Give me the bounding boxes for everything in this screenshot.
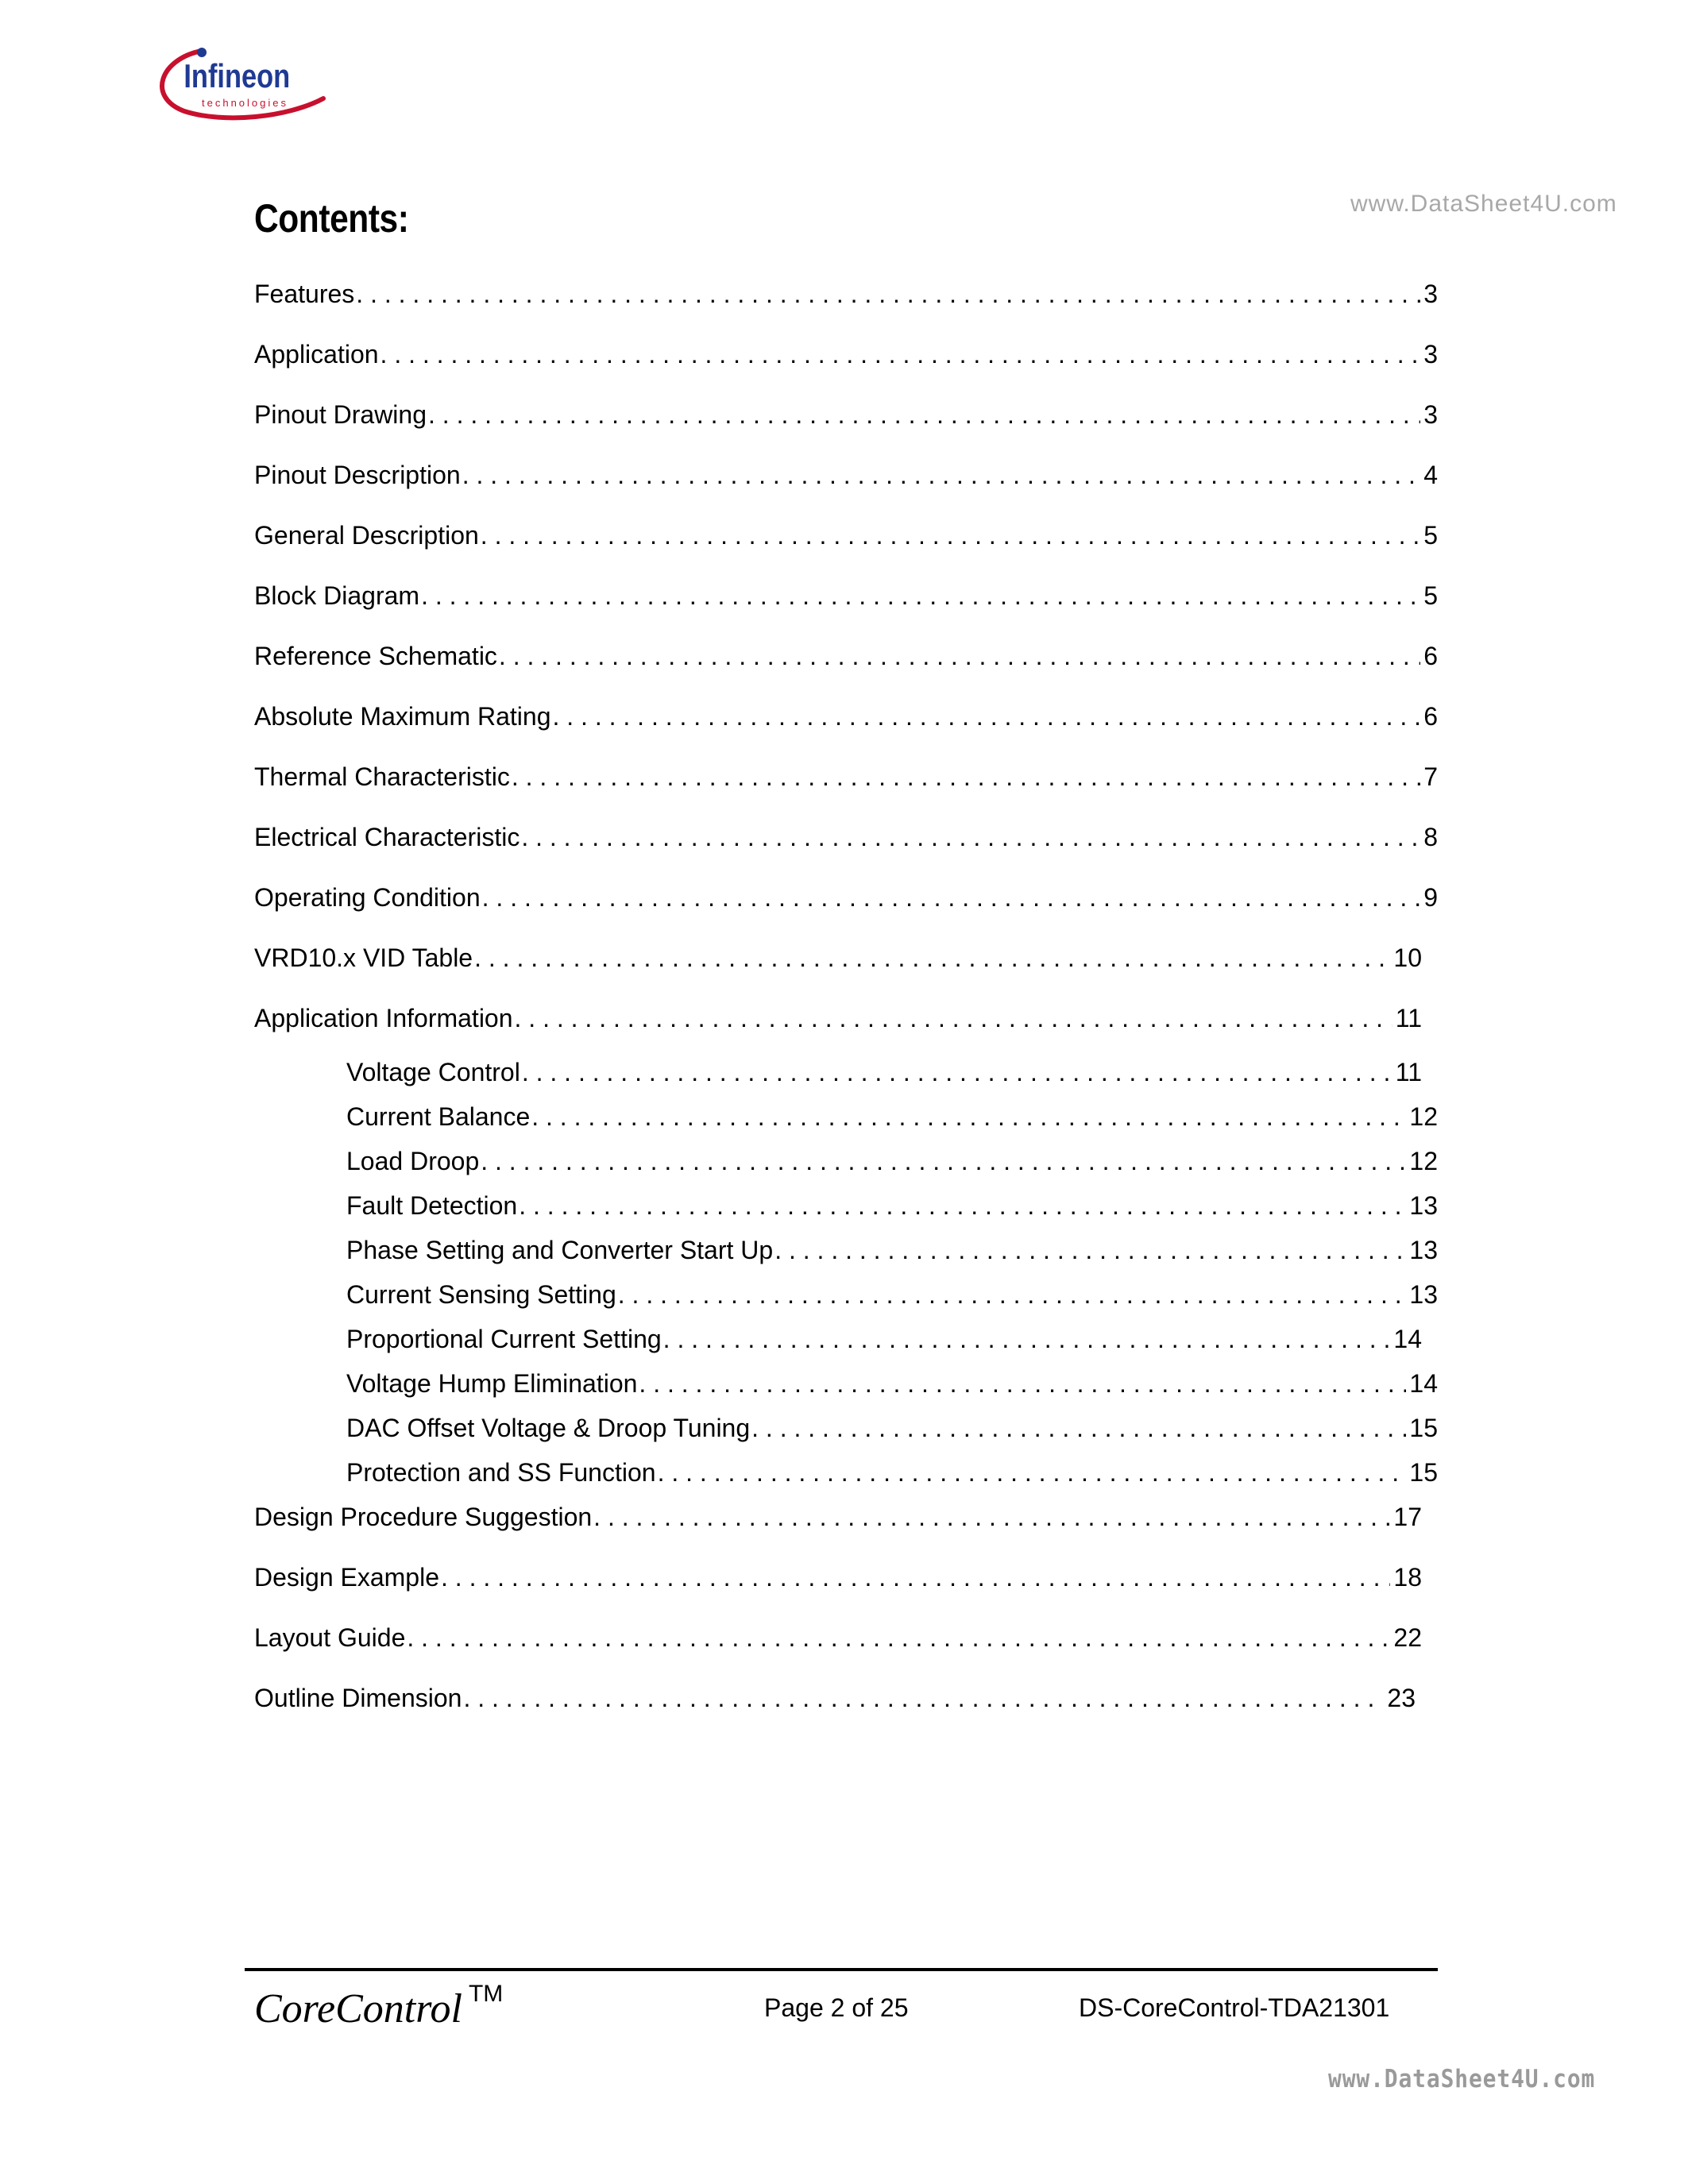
toc-subentry-current-balance[interactable]: Current Balance . . . 12	[346, 1101, 1438, 1133]
toc-entry-features[interactable]: Features . . . 3	[254, 278, 1438, 310]
toc-subentry-current-sensing-setting[interactable]: Current Sensing Setting . . . 13	[346, 1279, 1438, 1310]
infineon-logo	[153, 41, 335, 129]
toc-subentry-phase-setting[interactable]: Phase Setting and Converter Start Up . . . 13	[346, 1234, 1438, 1266]
watermark-bottom: www.DataSheet4U.com	[1328, 2065, 1596, 2093]
toc-subentry-voltage-hump-elimination[interactable]: Voltage Hump Elimination . . . 14	[346, 1368, 1438, 1399]
toc-subentry-dac-offset-voltage[interactable]: DAC Offset Voltage & Droop Tuning . . . 15	[346, 1412, 1438, 1444]
footer-rule	[245, 1968, 1438, 1971]
toc-entry-design-example[interactable]: Design Example . . . 18	[254, 1561, 1422, 1593]
toc-entry-layout-guide[interactable]: Layout Guide . . . 22	[254, 1622, 1422, 1653]
page-number: Page 2 of 25	[764, 1993, 909, 2022]
toc-subentry-proportional-current-setting[interactable]: Proportional Current Setting . . . 14	[346, 1323, 1422, 1355]
toc-entry-vid-table[interactable]: VRD10.x VID Table . . . 10	[254, 942, 1422, 974]
footer-brand: CoreControl ™	[254, 1981, 504, 2032]
toc-entry-thermal-characteristic[interactable]: Thermal Characteristic . . . 7	[254, 761, 1438, 793]
toc-entry-general-description[interactable]: General Description . . . 5	[254, 519, 1438, 551]
trademark-mark: TM	[468, 1981, 504, 2007]
toc-entry-operating-condition[interactable]: Operating Condition . . . 9	[254, 882, 1438, 913]
toc-entry-design-procedure[interactable]: Design Procedure Suggestion . . . 17	[254, 1501, 1422, 1533]
toc-entry-pinout-description[interactable]: Pinout Description . . . 4	[254, 459, 1438, 491]
svg-text:technologies: technologies	[202, 97, 288, 109]
toc-entry-application-information[interactable]: Application Information . . . 11	[254, 1002, 1422, 1034]
toc-subentry-voltage-control[interactable]: Voltage Control . . . 11	[346, 1056, 1422, 1088]
toc-entry-outline-dimension[interactable]: Outline Dimension . . . 23	[254, 1682, 1416, 1714]
toc-entry-application[interactable]: Application . . . 3	[254, 338, 1438, 370]
contents-title: Contents:	[254, 196, 409, 241]
document-id: DS-CoreControl-TDA21301	[1079, 1993, 1390, 2022]
svg-text:Infineon: Infineon	[183, 57, 291, 95]
toc-entry-pinout-drawing[interactable]: Pinout Drawing . . . 3	[254, 399, 1438, 430]
toc-entry-reference-schematic[interactable]: Reference Schematic . . . 6	[254, 640, 1438, 672]
toc-entry-absolute-maximum-rating[interactable]: Absolute Maximum Rating . . . 6	[254, 700, 1438, 732]
toc-subentry-load-droop[interactable]: Load Droop . . . 12	[346, 1145, 1438, 1177]
toc-entry-electrical-characteristic[interactable]: Electrical Characteristic . . . 8	[254, 821, 1438, 853]
infineon-logo-icon	[153, 41, 335, 129]
toc-entry-block-diagram[interactable]: Block Diagram . . . 5	[254, 580, 1438, 612]
watermark-top: www.DataSheet4U.com	[1350, 191, 1617, 217]
toc-subentry-protection-ss-function[interactable]: Protection and SS Function . . . 15	[346, 1457, 1438, 1488]
table-of-contents	[254, 278, 1438, 1742]
toc-subentry-fault-detection[interactable]: Fault Detection . . . 13	[346, 1190, 1438, 1221]
